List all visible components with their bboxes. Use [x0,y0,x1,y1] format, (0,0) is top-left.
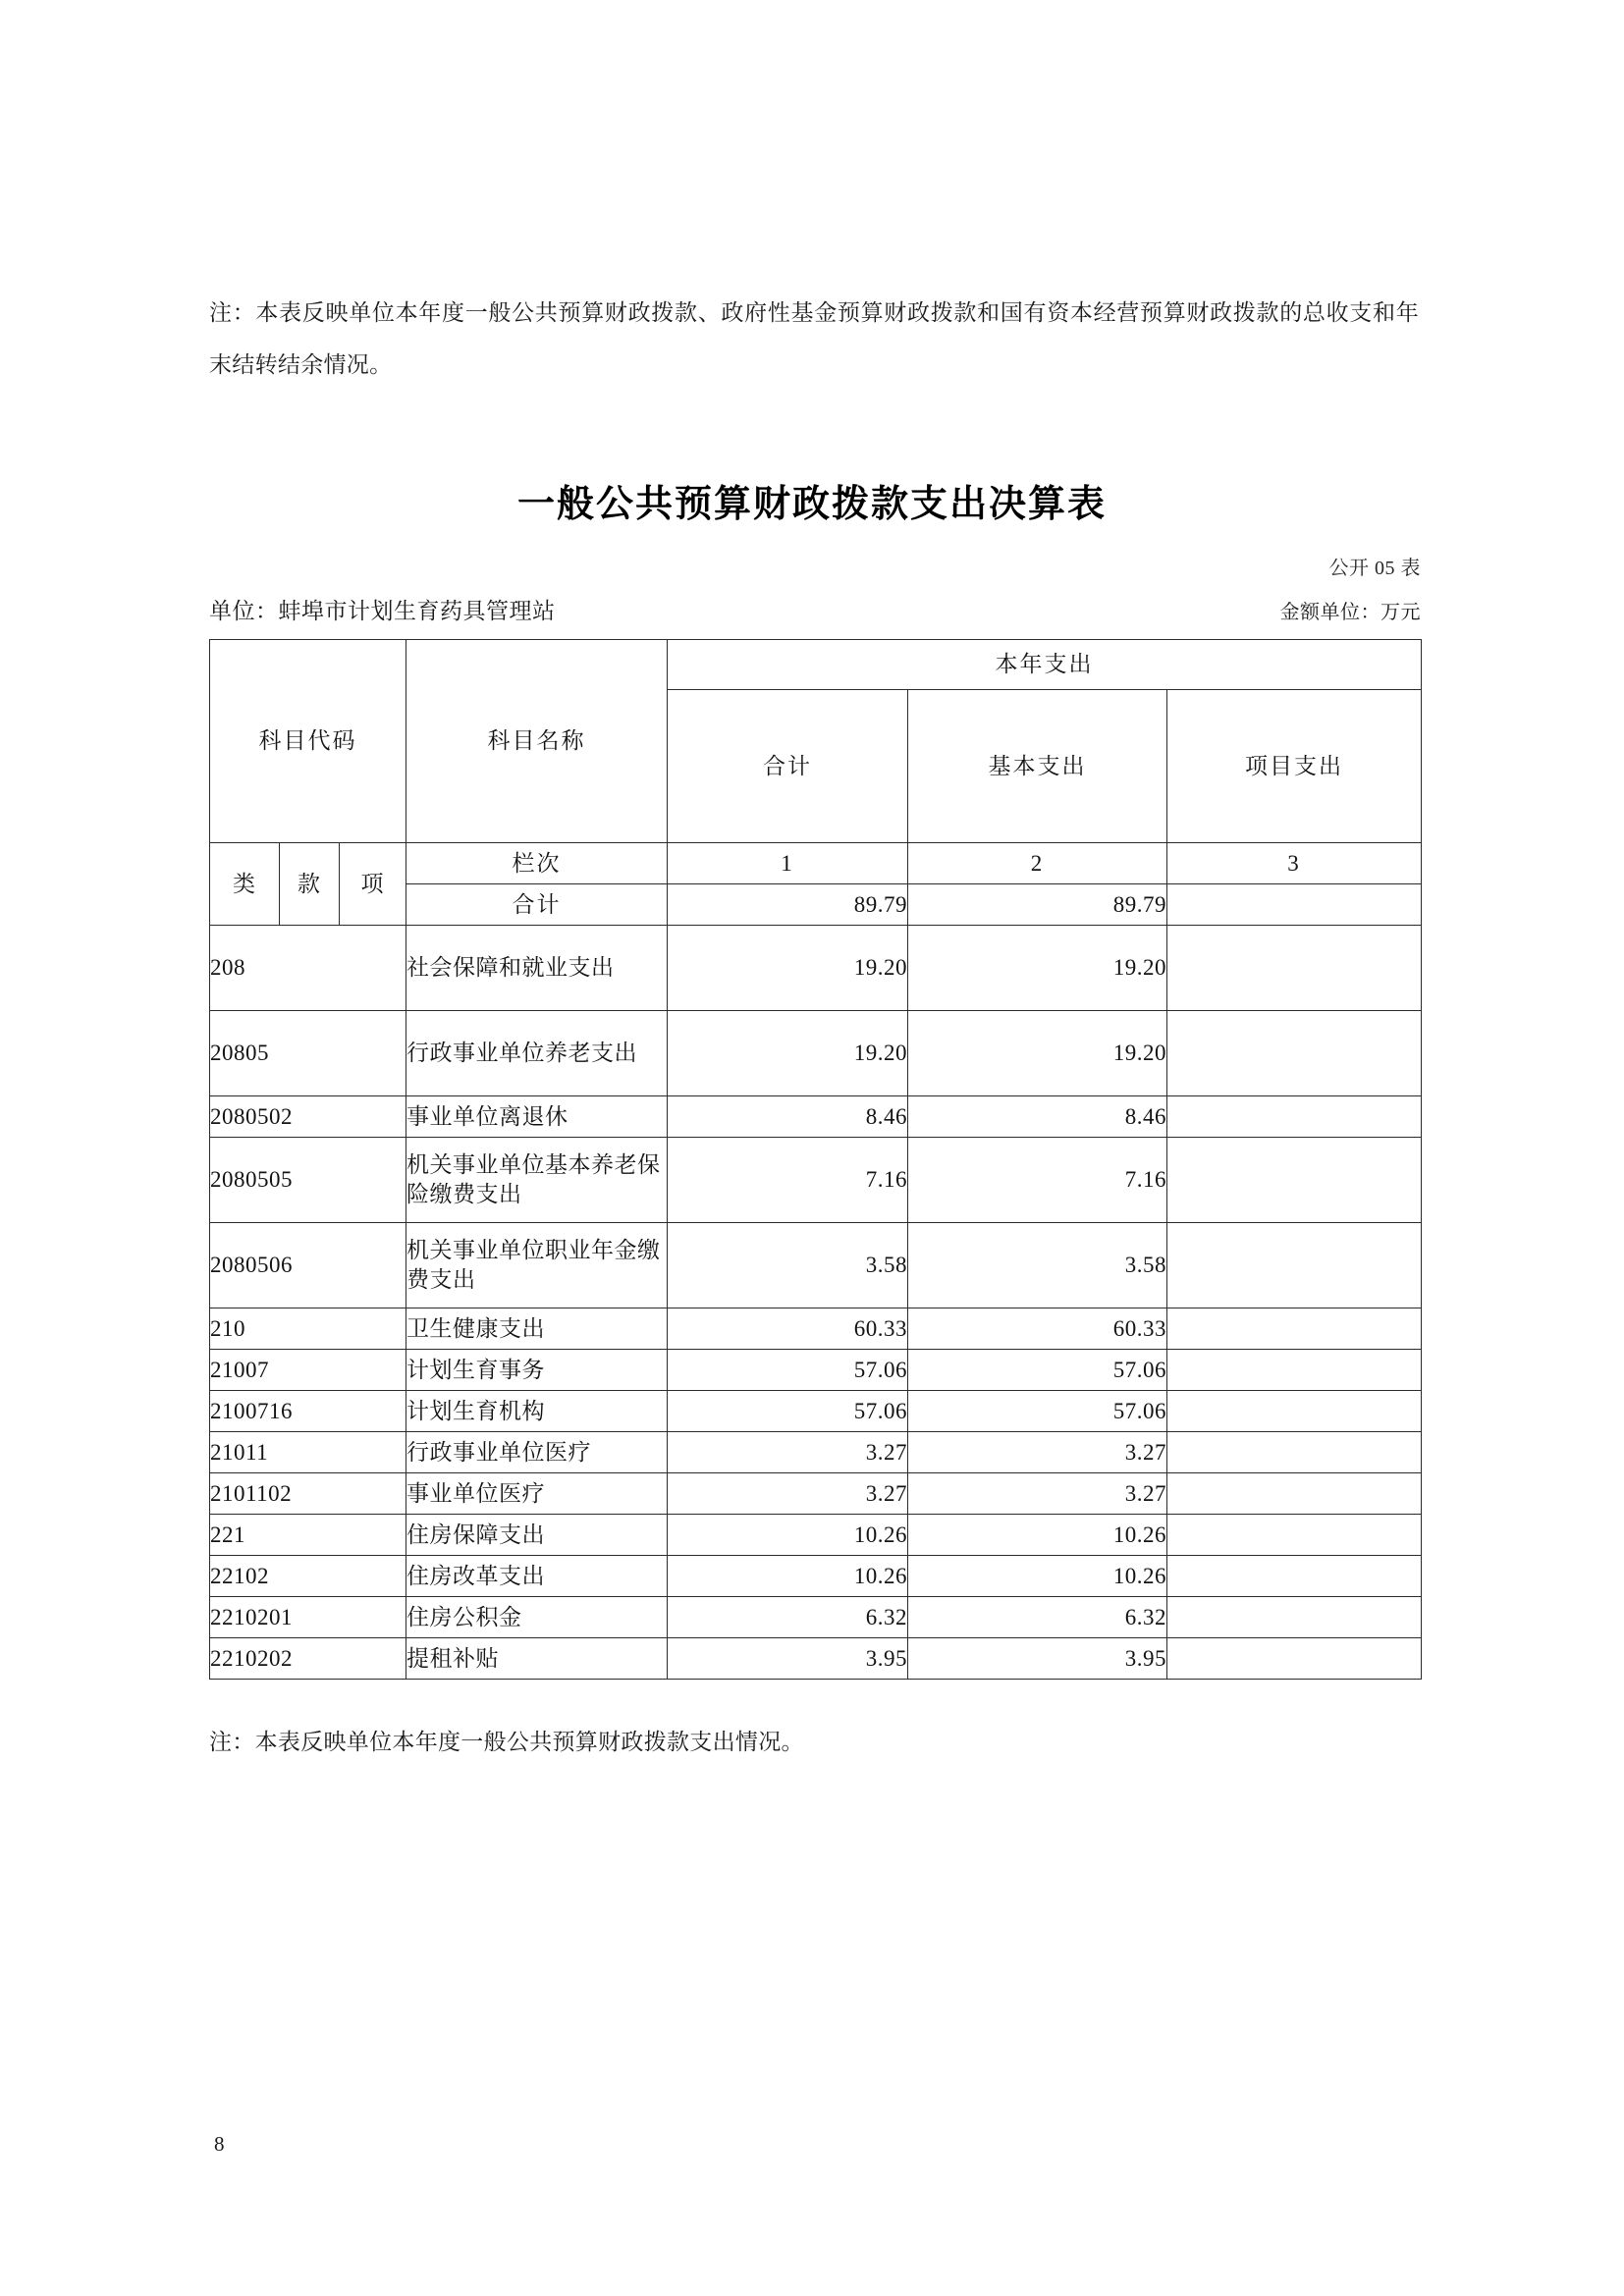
cell-project [1167,1515,1422,1556]
cell-basic: 6.32 [908,1597,1167,1638]
cell-project [1167,1350,1422,1391]
cell-project [1167,1308,1422,1350]
cell-subject-code: 21007 [210,1350,406,1391]
cell-basic: 19.20 [908,926,1167,1011]
cell-subject-code: 210 [210,1308,406,1350]
cell-subject-code: 2100716 [210,1391,406,1432]
total-row-project [1167,884,1422,926]
cell-subject-name: 机关事业单位职业年金缴费支出 [406,1223,668,1308]
cell-project [1167,926,1422,1011]
cell-basic: 7.16 [908,1138,1167,1223]
table-row [210,1011,1422,1096]
cell-subject-name: 计划生育机构 [406,1391,668,1432]
cell-subject-name: 提租补贴 [406,1638,668,1680]
table-lanci-row [210,843,1422,884]
cell-total: 6.32 [668,1597,908,1638]
table-row [210,1432,1422,1473]
header-total: 合计 [668,690,908,843]
cell-subject-name: 事业单位离退休 [406,1096,668,1138]
table-row [210,1556,1422,1597]
header-lei: 类 [210,843,280,926]
cell-subject-name: 事业单位医疗 [406,1473,668,1515]
cell-project [1167,1638,1422,1680]
cell-subject-code: 22102 [210,1556,406,1597]
table-row [210,1096,1422,1138]
page-number: 8 [214,2132,225,2156]
cell-subject-name: 住房保障支出 [406,1515,668,1556]
cell-subject-code: 21011 [210,1432,406,1473]
cell-total: 19.20 [668,926,908,1011]
cell-project [1167,1223,1422,1308]
cell-total: 3.27 [668,1473,908,1515]
unit-name-label: 单位：蚌埠市计划生育药具管理站 [209,599,556,623]
table-row [210,1308,1422,1350]
cell-subject-code: 2080505 [210,1138,406,1223]
cell-subject-code: 2210202 [210,1638,406,1680]
header-lanci-label: 栏次 [406,843,668,884]
cell-subject-name: 住房改革支出 [406,1556,668,1597]
cell-subject-code: 2101102 [210,1473,406,1515]
budget-expenditure-table [209,639,1422,1680]
table-row [210,1138,1422,1223]
cell-project [1167,1432,1422,1473]
cell-basic: 3.58 [908,1223,1167,1308]
cell-project [1167,1011,1422,1096]
cell-project [1167,1473,1422,1515]
cell-basic: 3.27 [908,1473,1167,1515]
bottom-note: 注：本表反映单位本年度一般公共预算财政拨款支出情况。 [209,1730,804,1754]
cell-basic: 10.26 [908,1515,1167,1556]
cell-subject-code: 2210201 [210,1597,406,1638]
cell-basic: 3.27 [908,1432,1167,1473]
total-row-label: 合计 [406,884,668,926]
cell-total: 19.20 [668,1011,908,1096]
header-subject-name: 科目名称 [406,640,668,843]
cell-basic: 3.95 [908,1638,1167,1680]
form-code-label: 公开 05 表 [1328,558,1421,579]
cell-basic: 57.06 [908,1350,1167,1391]
cell-subject-name: 卫生健康支出 [406,1308,668,1350]
cell-project [1167,1597,1422,1638]
cell-project [1167,1096,1422,1138]
header-xiang: 项 [340,843,406,926]
cell-basic: 57.06 [908,1391,1167,1432]
cell-subject-name: 计划生育事务 [406,1350,668,1391]
cell-subject-name: 机关事业单位基本养老保险缴费支出 [406,1138,668,1223]
page-title: 一般公共预算财政拨款支出决算表 [516,482,1107,525]
cell-subject-code: 2080506 [210,1223,406,1308]
cell-total: 57.06 [668,1391,908,1432]
cell-total: 3.27 [668,1432,908,1473]
table-row [210,1473,1422,1515]
header-subject-code: 科目代码 [210,640,406,843]
amount-unit-label: 金额单位：万元 [1279,602,1421,623]
header-lanci-1: 1 [668,843,908,884]
cell-subject-name: 社会保障和就业支出 [406,926,668,1011]
cell-subject-code: 221 [210,1515,406,1556]
cell-total: 8.46 [668,1096,908,1138]
cell-subject-code: 2080502 [210,1096,406,1138]
header-basic-expenditure: 基本支出 [908,690,1167,843]
table-row [210,1597,1422,1638]
cell-subject-name: 住房公积金 [406,1597,668,1638]
top-note: 注：本表反映单位本年度一般公共预算财政拨款、政府性基金预算财政拨款和国有资本经营预算财政拨款的总收支和年末结转结余情况。 [209,300,1419,377]
cell-project [1167,1556,1422,1597]
header-kuan: 款 [280,843,340,926]
cell-total: 7.16 [668,1138,908,1223]
table-row [210,1223,1422,1308]
cell-basic: 60.33 [908,1308,1167,1350]
cell-total: 3.95 [668,1638,908,1680]
cell-total: 10.26 [668,1515,908,1556]
total-row-total: 89.79 [668,884,908,926]
header-current-year-expenditure: 本年支出 [668,640,1422,690]
cell-subject-name: 行政事业单位养老支出 [406,1011,668,1096]
cell-basic: 8.46 [908,1096,1167,1138]
header-lanci-2: 2 [908,843,1167,884]
cell-basic: 19.20 [908,1011,1167,1096]
cell-total: 3.58 [668,1223,908,1308]
table-row [210,1350,1422,1391]
total-row-basic: 89.79 [908,884,1167,926]
cell-total: 10.26 [668,1556,908,1597]
table-header-row-1 [210,640,1422,690]
cell-project [1167,1138,1422,1223]
table-row [210,1638,1422,1680]
cell-total: 60.33 [668,1308,908,1350]
cell-subject-code: 20805 [210,1011,406,1096]
cell-basic: 10.26 [908,1556,1167,1597]
table-row [210,926,1422,1011]
cell-total: 57.06 [668,1350,908,1391]
header-project-expenditure: 项目支出 [1167,690,1422,843]
header-lanci-3: 3 [1167,843,1422,884]
table-row [210,1391,1422,1432]
cell-subject-code: 208 [210,926,406,1011]
table-row [210,1515,1422,1556]
cell-project [1167,1391,1422,1432]
cell-subject-name: 行政事业单位医疗 [406,1432,668,1473]
unit-line [209,593,1421,625]
